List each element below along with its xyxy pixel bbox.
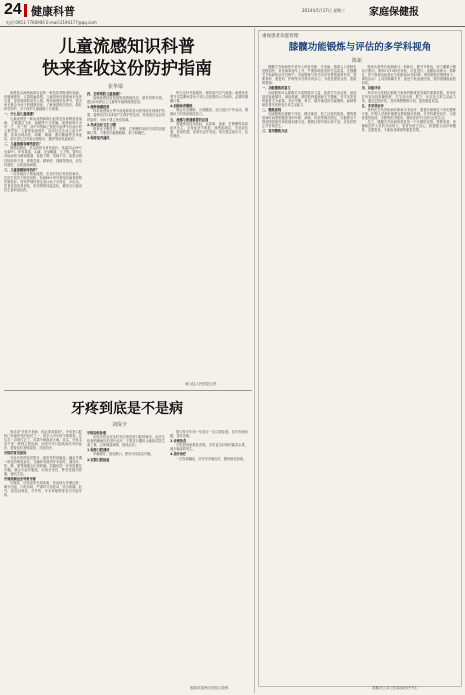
- article2-column: [87, 430, 165, 685]
- body-paragraph: 流感是由流感病毒引起的一种急性呼吸道传染病，传播速度快，人群普遍易感，儿童因免疫系统尚未发育完善，更是流感的高发人群。每到流感高发季节，很多家长都会为孩子的健康担忧。了解流感相关知识，做好科学防护，对于保护儿童健康十分重要。: [4, 91, 82, 112]
- article2-author: 刘保全: [112, 422, 128, 428]
- newspaper-name: 家庭保健报: [369, 7, 419, 18]
- section-heading: 五、流感与普通感冒的区别: [170, 117, 209, 122]
- section-heading: 1.接种流感疫苗: [87, 105, 110, 110]
- body-paragraph: 少吃甜食和黏性食物，多吃富含纤维的蔬菜水果，减少龋齿的发生。: [170, 443, 248, 452]
- body-paragraph: 教育孩子勤洗手，咳嗽、打喷嚏时用纸巾或肘部遮掩口鼻，不要用手触摸眼睛、鼻子和嘴巴。: [87, 126, 165, 135]
- article-divider: [4, 390, 252, 391]
- article1-column: [4, 91, 82, 379]
- body-paragraph: 一旦发现龋齿，应尽早充填治疗，避免病变加深。: [176, 456, 247, 461]
- article3-body: [262, 65, 456, 677]
- body-paragraph: 儿童流感是一种由流感病毒引起的急性呼吸道传染病，主要通过飞沫、接触等方式传播。流感病毒分为甲、乙、丙三型，其中甲型和乙型是引起季节性流行的主要类型。儿童感染流感后，症状往往比成人更为严重，容易出现高热、咳嗽、咽痛、肌肉酸痛等全身症状，部分患儿还可能出现呕吐、腹泻等消化道症状。: [4, 116, 82, 142]
- section-heading: 一、什么是儿童流感？: [4, 112, 36, 117]
- body-paragraph: 俗话说"牙疼不是病，疼起来真要命"。牙疼是口腔科门诊最常见的症状之一，很多人对牙疼不够重视，往往忍一忍就过去了，结果小病拖成大病。其实，牙疼本身不是一种独立的疾病，而是许多口腔疾病共有的症状，需要及时查明原因，对症治疗。: [4, 430, 82, 451]
- column-name: 健康科普: [31, 5, 75, 18]
- body-paragraph: 接种流感疫苗是预防流感最经济、最有效的手段。建议6月龄以上儿童每年接种流感疫苗。: [87, 96, 165, 105]
- body-paragraph: 功能锻炼可以增强关节周围肌肉力量，改善关节活动度，促进局部血液循环，减轻疼痛，预防肌肉萎缩和关节僵硬，对手术患者的康复尤为重要。术后早期、科学、循序渐进的功能锻炼，能够帮助患者尽快恢复日常生活能力。: [262, 90, 357, 107]
- page-number: 24: [4, 1, 22, 18]
- section-heading: 牙疼的常见原因: [4, 451, 27, 456]
- body-paragraph: 功能锻炼应遵循个体化、循序渐进、持之以恒的原则。锻炼强度和时间要根据患者的年龄、病情、体质等情况制定，以锻炼后不感到明显疲劳和疼痛加重为宜。锻炼过程中如出现不适，应及时停止并咨询医生。: [262, 112, 357, 129]
- header-rule: [0, 26, 465, 27]
- body-paragraph: 建议每半年到一年进行一次口腔检查，及早发现问题，及时处理。: [170, 430, 248, 439]
- article1-column: [87, 91, 165, 379]
- body-paragraph: 骨科医生负责疾病诊断和手术治疗，康复医师制定个体化锻炼方案，护理人员做好健康宣教和随访管理，多学科紧密协作，为患者提供连续、全程的医疗服务，帮助患者早日回归正常生活。: [361, 107, 456, 121]
- body-paragraph: 每天定时开窗通风，保持室内空气流通；流感高发季节尽量避免带孩子到人员密集的公共场所，必要时佩戴口罩。: [170, 91, 248, 104]
- section-heading: 牙疼如何处理: [87, 431, 107, 435]
- section-heading: 三、常用锻炼方法: [262, 129, 288, 134]
- article2-body: [4, 430, 248, 685]
- section-heading: 4.加强体育锻炼: [170, 104, 193, 109]
- article1-title-line1: 儿童流感知识科普: [59, 37, 195, 57]
- body-paragraph: 膝髋关节疾病是中老年人的常见病、多发病，随着人口老龄化进程加快，其发病率逐年上升，严重影响患者的生活质量。在膝髋关节疾病的治疗过程中，功能锻炼与科学评估发挥着重要作用，需要骨科、康复科、护理等多学科共同参与，为患者提供全面、系统的管理。: [262, 65, 357, 86]
- article1-body: [4, 91, 248, 379]
- article3-column: [262, 65, 357, 677]
- body-paragraph: 引起牙疼的原因很多，最常见的是龋齿。龋齿早期一般没有明显症状，当龋坏发展到牙本质时，遇到冷、热、酸、甜等刺激会出现疼痛。若龋坏进一步发展累及牙髓，就会引起牙髓炎，出现自发性、阵发性剧烈疼痛，夜间尤甚。: [4, 455, 82, 476]
- body-paragraph: 出现牙疼后应及时到正规医院口腔科就诊，由医生检查明确病因后进行治疗，不要自行服用止痛药或抗生素了事，以免掩盖病情、延误治疗。: [87, 435, 165, 448]
- header-accent-bar: [24, 4, 27, 17]
- body-paragraph: 保证充足睡眠，合理膳食，适当进行户外活动，增强孩子的体质和抵抗力。: [170, 108, 248, 117]
- section-heading: 2.养成良好卫生习惯: [87, 122, 116, 127]
- section-heading: 三、儿童流感如何治疗？: [4, 167, 40, 172]
- body-paragraph: 科学评估是制定锻炼方案和判断康复效果的重要依据。常用评估内容包括疼痛程度、关节活动度、肌力、步态及日常生活能力等。通过定期评估，及时调整锻炼计划，提高康复质量。: [361, 90, 456, 103]
- body-paragraph: 早晚刷牙，饭后漱口，使用牙线清洁牙缝。: [93, 452, 154, 457]
- issue-date: 2014年5月17日 星期三: [302, 8, 346, 13]
- article1-title: [4, 36, 250, 80]
- article2-column: [170, 430, 248, 685]
- section-heading: 四、怎样预防儿童流感？: [87, 92, 123, 96]
- section-heading: 1.保持口腔清洁: [87, 448, 110, 453]
- article2-column: [4, 430, 82, 685]
- section-heading: 3.保持室内通风: [87, 135, 110, 140]
- article3-kicker: 重视患者功能管理：: [262, 34, 303, 39]
- page-header: [0, 0, 465, 20]
- article1-author: 张华瑞: [108, 84, 124, 90]
- article3-source: 成都市公共卫生临床医疗中心: [372, 686, 418, 690]
- body-paragraph: 一旦怀疑孩子感染流感，应及时到正规医院就诊，在医生指导下规范用药。发病48小时内使用抗病毒药物效果较好。居家护理时要注意让孩子多休息、多饮水，饮食宜清淡易消化，密切观察体温变化，避免自行滥用抗生素和退烧药。: [4, 171, 82, 193]
- article3-title: 膝髋功能锻炼与评估的多学科视角: [288, 42, 432, 53]
- body-paragraph: 每年流感流行季节前接种疫苗可获得较好的保护效果，接种后约2至4周产生保护性抗体。家庭成员也应同时接种，为孩子建立免疫屏障。: [87, 109, 165, 122]
- section-heading: 二、锻炼原则: [262, 107, 282, 112]
- section-heading: 四、功能评估: [361, 86, 381, 91]
- section-heading: 牙周疾病也会导致牙疼: [4, 477, 36, 482]
- section-heading: 二、儿童流感有哪些症状？: [4, 142, 43, 147]
- body-paragraph: 流感起病急，多以高热为首发症状，体温可达39℃至40℃，伴有畏寒、头痛、全身酸痛、乏力等。婴幼儿可能表现为精神萎靡、食欲下降、哭闹不安。如果出现持续高热不退、呼吸急促、精神差、抽搐等情况，应及时就医，以免延误病情。: [4, 146, 82, 167]
- article3-author: 陈新: [352, 58, 363, 64]
- section-heading: 2.定期口腔检查: [87, 457, 110, 462]
- body-paragraph: 普通感冒症状较轻，以鼻塞、流涕、打喷嚏等局部症状为主，全身症状不明显；流感起病急，全身症状重，传染性强，容易引起并发症。家长要注意区分，及时就医。: [170, 121, 248, 138]
- article2-source: 固原市原州区医院口腔科: [190, 686, 229, 690]
- article1-title-line2: 快来查收这份防护指南: [42, 59, 212, 79]
- section-heading: 4.及时治疗: [170, 452, 187, 457]
- article2-title: 牙疼到底是不是病: [71, 401, 183, 417]
- section-heading: 一、功能锻炼的意义: [262, 86, 291, 91]
- body-paragraph: 总之，膝髋关节疾病的康复是一个长期的过程，需要患者、家属和医护人员的共同努力。患者应树立信心，积极配合治疗和锻炼，定期复查，才能取得满意的康复效果。: [361, 120, 456, 133]
- article1-source: 黄山县人民医院儿科: [185, 382, 217, 386]
- column-divider: [254, 28, 255, 693]
- section-heading: 五、多学科协作: [361, 103, 384, 108]
- article1-column: [170, 91, 248, 379]
- body-paragraph: 股四头肌等长收缩练习：仰卧位，膝关节伸直，用力绷紧大腿前方肌肉，保持5至10秒后放松，反复进行。直腿抬高练习：仰卧位，将下肢伸直抬高至与床面成30至45度，保持数秒后缓慢放下。踝泵运动：主动屈伸踝关节，促进下肢血液回流，预防深静脉血栓形成。: [361, 65, 456, 86]
- contact-line: 电话:0951-7766906 E-mail:2194177@qq.com: [6, 20, 97, 25]
- body-paragraph: 牙龈炎、牙周炎等牙周疾病，常表现为牙龈红肿、刷牙出血、口腔异味，严重时牙齿松动、咬合疼痛。此外，智齿冠周炎、牙外伤、牙本质敏感等也可引起牙疼。: [4, 481, 82, 498]
- section-heading: 3.合理饮食: [170, 439, 187, 444]
- article3-column: [362, 65, 457, 677]
